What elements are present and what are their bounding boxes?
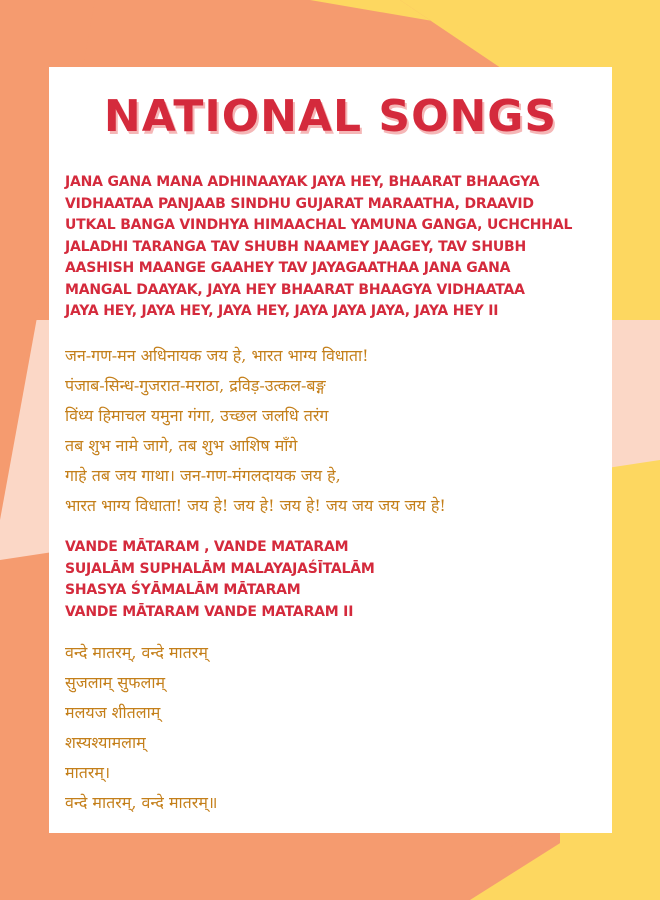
lyric-line: JAYA HEY, JAYA HEY, JAYA HEY, JAYA JAYA JAYA, JAYA HEY II <box>65 303 499 319</box>
lyric-line: जन-गण-मन अधिनायक जय हे, भारत भाग्य विधाता! <box>65 346 369 365</box>
jana-gana-mana-devanagari <box>65 341 595 521</box>
lyric-line: JANA GANA MANA ADHINAAYAK JAYA HEY, BHAARAT BHAAGYA <box>65 174 540 190</box>
lyric-line: शस्यश्यामलाम् <box>65 733 146 752</box>
lyric-line: भारत भाग्य विधाता! जय हे! जय हे! जय हे! जय जय जय जय हे! <box>65 496 446 515</box>
vande-mataram-devanagari <box>65 638 595 818</box>
vande-mataram-transliteration <box>65 537 551 623</box>
lyric-line: VANDE MĀTARAM , VANDE MATARAM <box>65 539 349 555</box>
lyric-line: VIDHAATAA PANJAAB SINDHU GUJARAT MARAATHA, DRAAVID <box>65 195 534 212</box>
lyrics-card <box>49 67 612 833</box>
bg-coral-bottom <box>0 840 520 900</box>
lyric-line: सुजलाम् सुफलाम् <box>65 673 166 692</box>
lyric-line: मलयज शीतलाम् <box>65 703 161 722</box>
lyric-line: वन्दे मातरम्, वन्दे मातरम् <box>65 643 208 662</box>
lyric-line: विंध्य हिमाचल यमुना गंगा, उच्छल जलधि तरंग <box>65 406 329 425</box>
lyric-line: मातरम्। <box>65 763 111 782</box>
jana-gana-mana-transliteration <box>65 172 573 323</box>
lyric-line: JALADHI TARANGA TAV SHUBH NAAMEY JAAGEY, TAV SHUBH <box>65 238 526 255</box>
lyric-line: पंजाब-सिन्ध-गुजरात-मराठा, द्रविड़-उत्कल-बङ्ग <box>65 376 326 395</box>
lyric-line: UTKAL BANGA VINDHYA HIMAACHAL YAMUNA GANGA, UCHCHHAL <box>65 217 573 233</box>
lyric-line: VANDE MĀTARAM VANDE MATARAM II <box>65 603 354 620</box>
lyric-line: तब शुभ नामे जागे, तब शुभ आशिष माँगे <box>65 436 298 455</box>
lyric-line: SHASYA ŚYĀMALĀM MĀTARAM <box>65 582 301 598</box>
lyric-line: वन्दे मातरम्, वन्दे मातरम्॥ <box>65 793 218 812</box>
lyric-line: MANGAL DAAYAK, JAYA HEY BHAARAT BHAAGYA VIDHAATAA <box>65 281 525 298</box>
page-title: NATIONAL SONGS <box>103 91 558 142</box>
lyric-line: SUJALĀM SUPHALĀM MALAYAJAŚĪTALĀM <box>65 560 375 577</box>
lyric-line: AASHISH MAANGE GAAHEY TAV JAYAGAATHAA JANA GANA <box>65 260 511 276</box>
lyric-line: गाहे तब जय गाथा। जन-गण-मंगलदायक जय हे, <box>65 466 341 485</box>
